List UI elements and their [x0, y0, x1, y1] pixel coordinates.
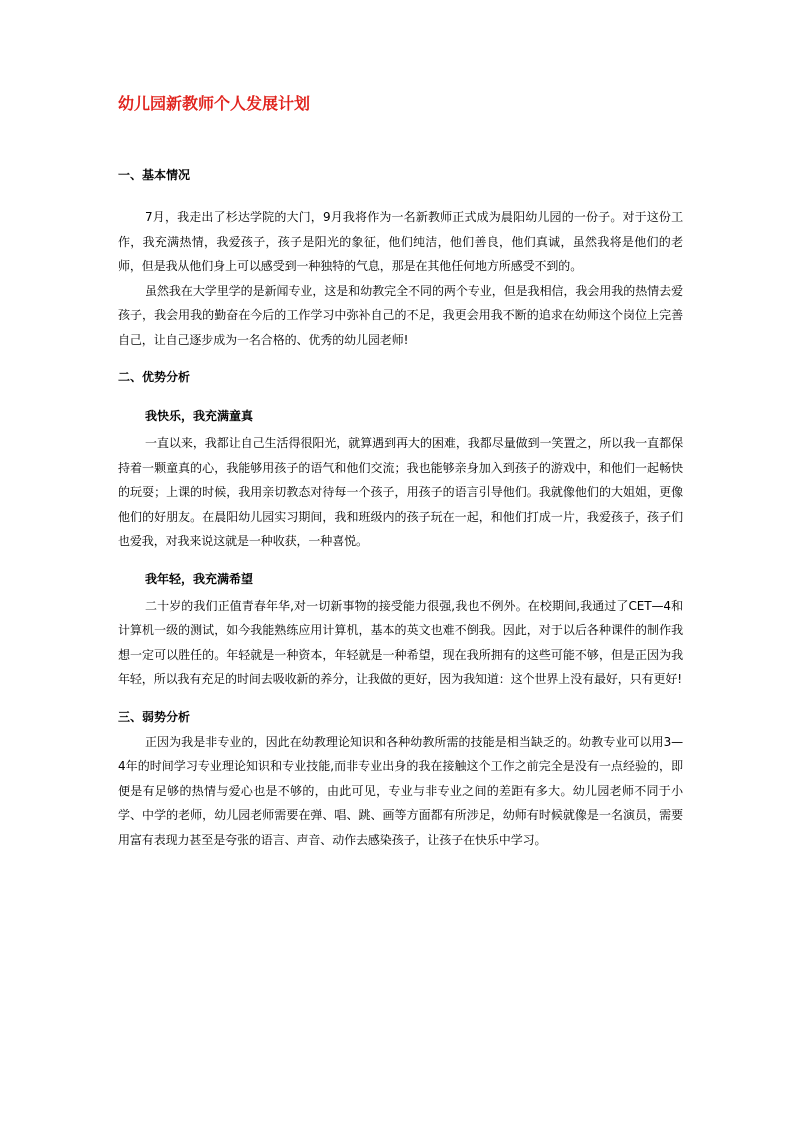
document-title: 幼儿园新教师个人发展计划: [118, 94, 311, 113]
paragraph-weaknesses: 正因为我是非专业的，因此在幼教理论知识和各种幼教所需的技能是相当缺乏的。幼教专业可以用3—4年的时间学习专业理论知识和专业技能,而非专业出身的我在接触这个工作之前完全是没有一点经验的，即便是有足够的热情与爱心也是不够的，由此可见，专业与非专业之间的差距有多大。幼儿园老师不同于小学、中学的老师，幼儿园老师需要在弹、唱、跳、画等方面都有所涉足，幼师有时候就像是一名演员，需要用富有表现力甚至是夸张的语言、声音、动作去感染孩子，让孩子在快乐中学习。: [118, 734, 683, 847]
paragraph-basic-2: 虽然我在大学里学的是新闻专业，这是和幼教完全不同的两个专业，但是我相信，我会用我的热情去爱孩子，我会用我的勤奋在今后的工作学习中弥补自己的不足，我更会用我不断的追求在幼师这个岗位上完善自己，让自己逐步成为一名合格的、优秀的幼儿园老师!: [118, 283, 683, 347]
paragraph-happy: 一直以来，我都让自己生活得很阳光，就算遇到再大的困难，我都尽量做到一笑置之，所以我一直都保持着一颗童真的心，我能够用孩子的语气和他们交流；我也能够亲身加入到孩子的游戏中，和他们一起畅快的玩耍；上课的时候，我用亲切教态对待每一个孩子，用孩子的语言引导他们。我就像他们的大姐姐，更像他们的好朋友。在晨阳幼儿园实习期间，我和班级内的孩子玩在一起，和他们打成一片，我爱孩子，孩子们也爱我，对我来说这就是一种收获，一种喜悦。: [118, 436, 683, 548]
section-heading-basic: 一、基本情况: [118, 168, 191, 182]
subheading-happy: 我快乐，我充满童真: [145, 409, 254, 423]
subheading-young: 我年轻，我充满希望: [145, 571, 254, 586]
paragraph-young: 二十岁的我们正值青春年华,对一切新事物的接受能力很强,我也不例外。在校期间,我通过了CET—4和计算机一级的测试，如今我能熟练应用计算机，基本的英文也难不倒我。因此，对于以后各种课件的制作我想一定可以胜任的。年轻就是一种资本，年轻就是一种希望，现在我所拥有的这些可能不够，但是正因为我年轻，所以我有充足的时间去吸收新的养分，让我做的更好，因为我知道：这个世界上没有最好，只有更好!: [118, 598, 683, 686]
section-heading-weaknesses: 三、弱势分析: [118, 709, 191, 724]
paragraph-basic-1: 7月，我走出了杉达学院的大门，9月我将作为一名新教师正式成为晨阳幼儿园的一份子。对于这份工作，我充满热情，我爱孩子，孩子是阳光的象征，他们纯洁，他们善良，他们真诚，虽然我将是他们的老师，但是我从他们身上可以感受到一种独特的气息，那是在其他任何地方所感受不到的。: [118, 210, 683, 273]
section-heading-strengths: 二、优势分析: [118, 370, 191, 384]
